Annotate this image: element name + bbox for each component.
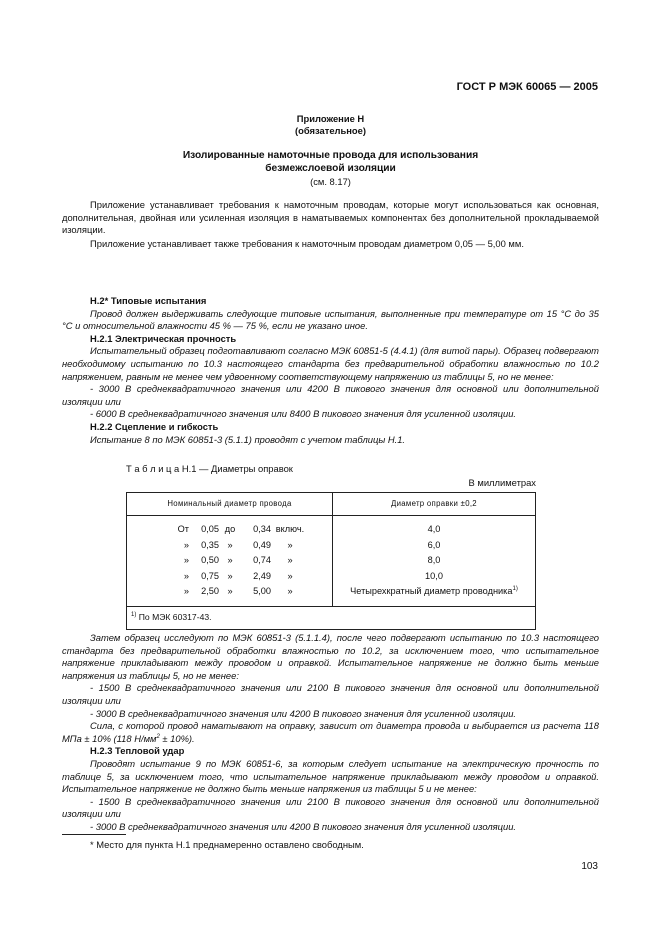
appendix-reference: (см. 8.17) (310, 176, 351, 187)
section-h2-heading: Н.2* Типовые испытания (90, 295, 207, 306)
table-cell-mandrel-value: 8,0 (427, 555, 441, 565)
table-cell-suffix: » (287, 539, 293, 550)
footnote-rule (62, 834, 126, 835)
table-body-row (127, 516, 536, 607)
table-cell-mandrel-value: Четырехкратный диаметр проводника (350, 586, 513, 596)
after-table-item-1: - 1500 В среднеквадратичного значения или 2100 В пикового значения для основной или дополнительной изоляции или (62, 682, 599, 706)
table-cell-b: 0,74 (253, 555, 271, 565)
table-cell-mid: до (224, 524, 236, 534)
table-cell-suffix: » (287, 586, 293, 596)
table-cell-mandrel-value: 6,0 (427, 539, 441, 550)
table-cell-suffix: » (287, 570, 293, 581)
table-cell-a: 0,35 (201, 539, 219, 550)
section-h22-heading: Н.2.2 Сцепление и гибкость (90, 420, 219, 432)
mandrel-diameter-table (126, 492, 536, 630)
intro-paragraph-1: Приложение устанавливает требования к намоточным проводам, которые могут использоваться как основная, дополнительная, двойная или усиленная изоляция в наматываемых компонентах без дополнительной прокладываемой изоляции. (62, 199, 599, 236)
after-table-section (62, 632, 599, 834)
after-table-paragraph-1: Затем образец исследуют по МЭК 60851-3 (5.1.1.4), после чего подвергают испытанию по 10.3 настоящего стандарта без предварительной обработки влажностью по 10.2, за исключением того, что испытательное напряжение прикладывают между проводом и оправкой. Испытательное напряжение не должно быть меньше напряжения из таблицы 5, но не менее: (62, 632, 599, 681)
after-table-paragraph-2-sup: 2 (156, 733, 160, 740)
table-cell-prefix: » (183, 539, 189, 550)
table-cell-b: 2,49 (253, 570, 271, 581)
after-table-paragraph-2-end: ± 10%). (159, 732, 195, 744)
after-table-item-2: - 3000 В среднеквадратичного значения или 4200 В пикового значения для усиленной изоляции. (90, 707, 517, 719)
table-cell-mid: » (227, 555, 233, 565)
table-header-mandrel-diameter: Диаметр оправки ±0,2 (333, 493, 536, 516)
after-table-paragraph-2 (62, 720, 599, 745)
page-number: 103 (581, 861, 598, 872)
table-mandrel-diameter-cell (333, 516, 536, 607)
appendix-heading-line1: Изолированные намоточные провода для использования (182, 150, 479, 161)
table-cell-suffix: » (287, 555, 293, 565)
intro-paragraph-2: Приложение устанавливает также требования к намоточным проводам диаметром 0,05 — 5,00 мм. (90, 237, 524, 249)
table-cell-mandrel-value: 10,0 (425, 570, 443, 581)
table-caption: Т а б л и ц а Н.1 — Диаметры оправок (126, 463, 293, 474)
table-row-mandrel-diameter (333, 522, 535, 538)
table-cell-mid: » (227, 539, 233, 550)
table-footnote-mark: 1) (131, 612, 137, 619)
table-cell-footnote-mark: 1) (512, 585, 518, 592)
appendix-heading-line2: безмежслоевой изоляции (265, 163, 396, 174)
table-footnote-text: По МЭК 60317-43. (138, 612, 212, 623)
section-h23-item-1: - 1500 В среднеквадратичного значения или 2100 В пикового значения для основной или дополнительной изоляции или (62, 795, 599, 820)
table-row-wire-range (127, 584, 332, 600)
section-h21-item-1: - 3000 В среднеквадратичного значения или 4200 В пикового значения для основной или дополнительной изоляции или (62, 383, 599, 407)
after-table-paragraph-2-text: Сила, с которой провод наматывают на оправку, зависит от диаметра провода и выбирается из расчета 118 МПа ± 10% (118 Н/мм (62, 720, 599, 744)
table-cell-prefix: » (183, 555, 189, 565)
table-row-mandrel-diameter (333, 584, 535, 600)
table-footnote-cell (127, 606, 536, 629)
table-cell-b: 0,49 (253, 539, 271, 550)
table-row-mandrel-diameter (333, 553, 535, 569)
section-h21-item-2: - 6000 В среднеквадратичного значения или 8400 В пикового значения для усиленной изоляции. (90, 408, 517, 420)
section-h23-text: Проводят испытание 9 по МЭК 60851-6, за которым следует испытание на электрическую прочность по таблице 5, за исключением того, что испытательное напряжение прикладывают между проводом и оправкой. Испытательное напряжение не должно быть меньше напряжения из таблицы 5 и не менее: (62, 757, 599, 795)
table-footnote-row (127, 606, 536, 629)
table-cell-a: 0,75 (201, 570, 219, 581)
table-cell-suffix: включ. (275, 524, 305, 534)
page-footnote: * Место для пункта Н.1 преднамеренно оставлено свободным. (90, 839, 364, 850)
table-row-wire-range (127, 522, 332, 538)
section-h23-heading: Н.2.3 Тепловой удар (90, 745, 185, 757)
table-header-wire-diameter: Номинальный диаметр провода (127, 493, 333, 516)
appendix-title: Приложение Н (296, 113, 365, 124)
section-h23-item-2: - 3000 В среднеквадратичного значения или 4200 В пикового значения для усиленной изоляции. (90, 820, 517, 832)
table-cell-mid: » (227, 570, 233, 581)
table-row-wire-range (127, 569, 332, 585)
table-row-mandrel-diameter (333, 538, 535, 554)
document-code: ГОСТ Р МЭК 60065 — 2005 (456, 81, 598, 93)
table-wire-diameter-cell (127, 516, 333, 607)
section-h21-text: Испытательный образец подготавливают согласно МЭК 60851-5 (4.4.1) (для витой пары). Образец подвергают необходимому испытанию по 10.3 настоящего стандарта без предварительной обработки влажностью по 10.2 напряжением, равным не менее чем удвоенному соответствующему напряжению из таблицы 5, но не менее: (62, 345, 599, 382)
section-h2 (62, 295, 599, 446)
table-cell-mandrel-value: 4,0 (427, 524, 441, 534)
table-row-wire-range (127, 553, 332, 569)
table-cell-a: 2,50 (201, 586, 219, 596)
table-cell-mid: » (227, 586, 233, 596)
table-cell-b: 5,00 (253, 586, 271, 596)
intro-section (62, 199, 599, 250)
appendix-status: (обязательное) (295, 125, 366, 136)
table-cell-b: 0,34 (253, 524, 271, 534)
section-h2-text: Провод должен выдерживать следующие типовые испытания, выполненные при температуре от 15 °С до 35 °С и относительной влажности 45 % — 75 %, если не указано иное. (62, 307, 599, 332)
table-row-mandrel-diameter (333, 569, 535, 585)
table-cell-a: 0,05 (201, 524, 219, 534)
table-cell-prefix: От (177, 524, 189, 534)
table-header-row (127, 493, 536, 516)
table-units: В миллиметрах (468, 477, 536, 488)
table-cell-prefix: » (183, 570, 189, 581)
section-h21-heading: Н.2.1 Электрическая прочность (90, 332, 237, 344)
section-h22-text: Испытание 8 по МЭК 60851-3 (5.1.1) проводят с учетом таблицы Н.1. (90, 433, 406, 445)
table-row-wire-range (127, 538, 332, 554)
table-cell-a: 0,50 (201, 555, 219, 565)
table-cell-prefix: » (183, 586, 189, 596)
